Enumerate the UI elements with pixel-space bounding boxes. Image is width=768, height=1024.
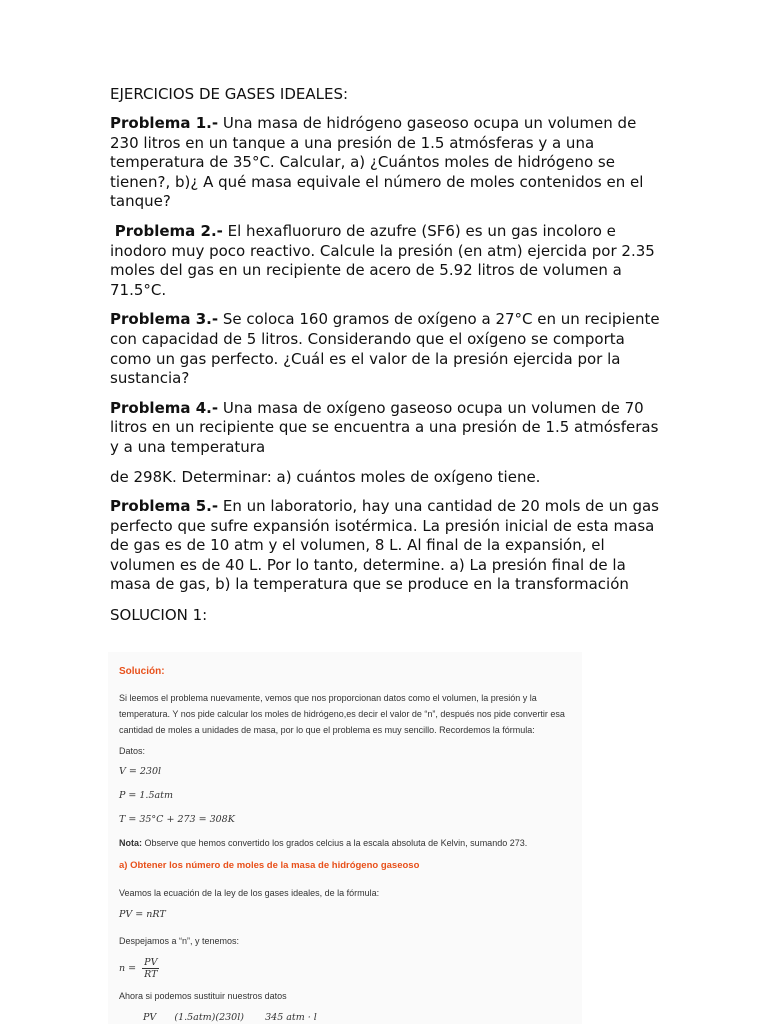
- solution-intro: Si leemos el problema nuevamente, vemos que nos proporcionan datos como el volumen, la presión y la temperatura. Y nos pide calcular los moles de hidrógeno,es decir el valor de “n”, después nos pide convertir esa cantidad de moles a unidades de masa, por lo que el problema es muy sencillo. Recordemos la fórmula:: [119, 693, 565, 735]
- fraction-numerator: PV: [144, 957, 158, 968]
- subheading-a: a) Obtener los número de moles de la masa de hidrógeno gaseoso: [119, 860, 420, 871]
- fraction: [142, 957, 159, 980]
- temperature-value: T = 35°C + 273 = 308K: [119, 814, 235, 825]
- problem-1: [110, 114, 665, 212]
- problem-2: [110, 222, 665, 300]
- problem-text: Una masa de hidrógeno gaseoso ocupa un volumen de 230 litros en un tanque a una presión de 1.5 atmósferas y a una temperatura de 35°C. Calcular, a) ¿Cuántos moles de hidrógeno se tienen?, b)¿ A qué masa equivale el número de moles contenidos en el tanque?: [110, 114, 644, 211]
- note-label: Nota:: [119, 838, 142, 848]
- volume-value: V = 230l: [119, 766, 162, 777]
- problem-text: En un laboratorio, hay una cantidad de 20 mols de un gas perfecto que sufre expansión isotérmica. La presión inicial de esta masa de gas es de 10 atm y el volumen, 8 L. Al final de la expansión, el volumen es de 40 L. Por lo tanto, determine. a) La presión final de la masa de gas, b) la temperatura que se produce en la transformación: [110, 497, 659, 594]
- problem-text: Una masa de oxígeno gaseoso ocupa un volumen de 70 litros en un recipiente que se encuentra a una presión de 1.5 atmósferas y a una temperatura: [110, 398, 659, 456]
- problem-label: Problema 3.-: [110, 310, 219, 329]
- fraction-denominator: RT: [144, 969, 158, 980]
- problem-text: Se coloca 160 gramos de oxígeno a 27°C en un recipiente con capacidad de 5 litros. Considerando que el oxígeno se comporta como un gas perfecto. ¿Cuál es el valor de la presión ejercida por la sustancia?: [110, 310, 660, 388]
- despejamos-text: Despejamos a “n”, y tenemos:: [119, 936, 240, 946]
- document-body: [110, 84, 665, 625]
- problem-3: [110, 310, 665, 388]
- solution-title: Solución:: [119, 666, 165, 677]
- partial-equation: PV (1.5atm)(230l) 345 atm · l: [143, 1012, 317, 1023]
- datos-label: Datos:: [119, 746, 146, 756]
- n-equation: [119, 957, 581, 980]
- note-text: Observe que hemos convertido los grados celcius a la escala absoluta de Kelvin, sumando 273.: [142, 838, 528, 848]
- n-equals: n =: [119, 963, 137, 974]
- problem-5: [110, 497, 665, 595]
- note: [119, 838, 581, 848]
- ecuacion-text: Veamos la ecuación de la ley de los gases ideales, de la fórmula:: [119, 888, 380, 898]
- sustituir-text: Ahora si podemos sustituir nuestros datos: [119, 991, 287, 1001]
- problem-4-continuation: de 298K. Determinar: a) cuántos moles de oxígeno tiene.: [110, 467, 541, 486]
- problem-label: Problema 2.-: [114, 221, 223, 240]
- page-heading: EJERCICIOS DE GASES IDEALES:: [110, 85, 349, 103]
- solution-image: [108, 652, 582, 1024]
- ideal-gas-formula: PV = nRT: [119, 909, 166, 920]
- problem-label: Problema 4.-: [110, 398, 219, 417]
- problem-text: El hexafluoruro de azufre (SF6) es un gas incoloro e inodoro muy poco reactivo. Calcule la presión (en atm) ejercida por 2.35 moles del gas en un recipiente de acero de 5.92 litros de volumen a 71.5°C.: [110, 221, 655, 299]
- problem-label: Problema 5.-: [110, 497, 219, 516]
- pressure-value: P = 1.5atm: [119, 790, 173, 801]
- problem-label: Problema 1.-: [110, 114, 219, 132]
- solution-heading: SOLUCION 1:: [110, 606, 208, 625]
- problem-4: [110, 399, 665, 458]
